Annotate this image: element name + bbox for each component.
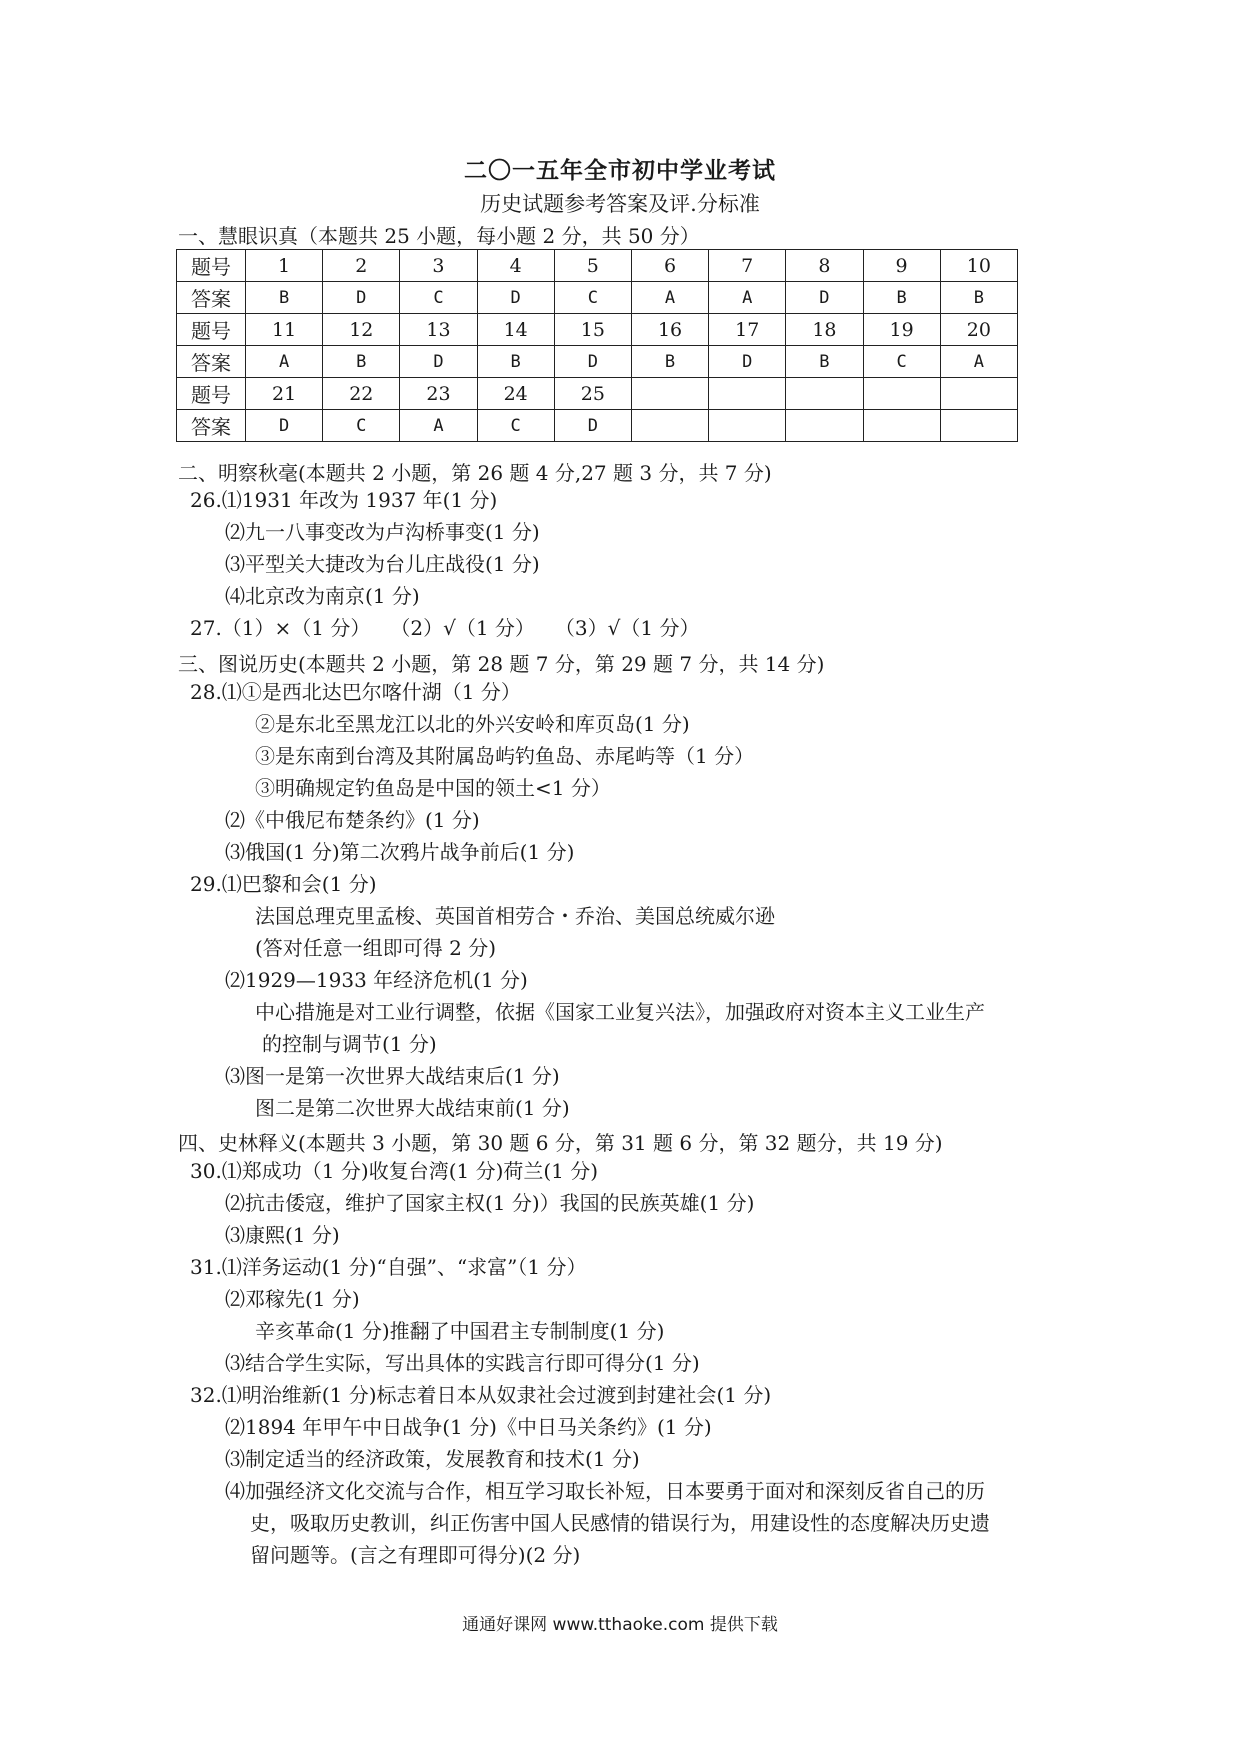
- answer-cell: D: [246, 410, 323, 442]
- row-label: 答案: [177, 282, 246, 314]
- row-label: 题号: [177, 250, 246, 282]
- answer-line: 图二是第二次世界大战结束前(1 分): [255, 1096, 570, 1120]
- answer-line: 史，吸取历史教训，纠正伤害中国人民感情的错误行为，用建设性的态度解决历史遗: [250, 1511, 990, 1535]
- answer-cell: B: [631, 346, 708, 378]
- answer-cell: B: [477, 346, 554, 378]
- answer-cell: B: [940, 282, 1017, 314]
- answer-cell: D: [400, 346, 477, 378]
- answer-cell: D: [477, 282, 554, 314]
- answer-table: [176, 249, 1018, 442]
- question-number: 22: [323, 378, 400, 410]
- answer-line: 法国总理克里孟梭、英国首相劳合・乔治、美国总统威尔逊: [255, 904, 775, 928]
- question-number: 5: [554, 250, 631, 282]
- answer-cell: [863, 410, 940, 442]
- answer-cell: D: [554, 346, 631, 378]
- question-number: 20: [940, 314, 1017, 346]
- question-number: 4: [477, 250, 554, 282]
- question-number: 14: [477, 314, 554, 346]
- question-number: 11: [246, 314, 323, 346]
- answer-line: 的控制与调节(1 分): [262, 1032, 437, 1056]
- answer-line: ⑵1894 年甲午中日战争(1 分)《中日马关条约》(1 分): [225, 1415, 712, 1439]
- answer-cell: A: [940, 346, 1017, 378]
- question-number: [786, 378, 863, 410]
- question-number: 12: [323, 314, 400, 346]
- question-number: 18: [786, 314, 863, 346]
- answer-cell: C: [554, 282, 631, 314]
- answer-line: ⑶制定适当的经济政策，发展教育和技术(1 分): [225, 1447, 640, 1471]
- table-row: [177, 314, 1018, 346]
- answer-cell: B: [323, 346, 400, 378]
- answer-line: 中心措施是对工业行调整，依据《国家工业复兴法》，加强政府对资本主义工业生产: [255, 1000, 985, 1024]
- answer-line: 30.⑴郑成功（1 分)收复台湾(1 分)荷兰(1 分): [190, 1159, 599, 1183]
- answer-cell: D: [323, 282, 400, 314]
- question-number: 10: [940, 250, 1017, 282]
- answer-cell: D: [554, 410, 631, 442]
- answer-cell: C: [477, 410, 554, 442]
- table-row: [177, 346, 1018, 378]
- answer-line: ⑷加强经济文化交流与合作，相互学习取长补短，日本要勇于面对和深刻反省自己的历: [225, 1479, 985, 1503]
- answer-cell: B: [863, 282, 940, 314]
- question-number: 6: [631, 250, 708, 282]
- section-3-heading: 三、图说历史(本题共 2 小题，第 28 题 7 分，第 29 题 7 分，共 14 分): [178, 652, 825, 676]
- answer-cell: C: [323, 410, 400, 442]
- row-label: 答案: [177, 346, 246, 378]
- answer-line: 辛亥革命(1 分)推翻了中国君主专制制度(1 分): [255, 1319, 665, 1343]
- answer-cell: A: [246, 346, 323, 378]
- page-title: 二〇一五年全市初中学业考试: [464, 157, 776, 184]
- answer-line: ②是东北至黑龙江以北的外兴安岭和库页岛(1 分): [255, 712, 690, 736]
- question-number: 7: [709, 250, 786, 282]
- question-number: 8: [786, 250, 863, 282]
- answer-line: ⑵《中俄尼布楚条约》(1 分): [225, 808, 480, 832]
- answer-line: 留问题等。(言之有理即可得分)(2 分): [250, 1543, 581, 1567]
- question-number: 23: [400, 378, 477, 410]
- answer-cell: A: [631, 282, 708, 314]
- answer-line: ⑵邓稼先(1 分): [225, 1287, 360, 1311]
- row-label: 题号: [177, 378, 246, 410]
- answer-line: 28.⑴①是西北达巴尔喀什湖（1 分）: [190, 680, 521, 704]
- answer-line: 31.⑴洋务运动(1 分)“自强”、“求富”（1 分）: [190, 1255, 587, 1279]
- section-4-heading: 四、史林释义(本题共 3 小题，第 30 题 6 分，第 31 题 6 分，第 32 题分，共 19 分): [178, 1131, 943, 1155]
- answer-line: (答对任意一组即可得 2 分): [255, 936, 497, 960]
- answer-line: ⑶结合学生实际，写出具体的实践言行即可得分(1 分): [225, 1351, 700, 1375]
- answer-line: ⑶俄国(1 分)第二次鸦片战争前后(1 分): [225, 840, 575, 864]
- table-row: [177, 250, 1018, 282]
- answer-cell: D: [786, 282, 863, 314]
- answer-cell: A: [709, 282, 786, 314]
- row-label: 答案: [177, 410, 246, 442]
- answer-cell: [709, 410, 786, 442]
- answer-line: ⑷北京改为南京(1 分): [225, 584, 420, 608]
- answer-line: ⑵1929—1933 年经济危机(1 分): [225, 968, 528, 992]
- question-number: 25: [554, 378, 631, 410]
- question-number: 15: [554, 314, 631, 346]
- answer-line: ③是东南到台湾及其附属岛屿钓鱼岛、赤尾屿等（1 分）: [255, 744, 755, 768]
- question-number: 9: [863, 250, 940, 282]
- page-subtitle: 历史试题参考答案及评.分标准: [480, 192, 760, 216]
- question-number: 17: [709, 314, 786, 346]
- answer-line: ⑶康熙(1 分): [225, 1223, 340, 1247]
- answer-line: 26.⑴1931 年改为 1937 年(1 分): [190, 488, 498, 512]
- footer-source-note: 通通好课网 www.tthaoke.com 提供下载: [462, 1615, 778, 1635]
- answer-line: ③明确规定钓鱼岛是中国的领土<1 分）: [255, 776, 611, 800]
- answer-cell: D: [709, 346, 786, 378]
- question-number: 13: [400, 314, 477, 346]
- question-number: 1: [246, 250, 323, 282]
- section-2-heading: 二、明察秋毫(本题共 2 小题，第 26 题 4 分,27 题 3 分，共 7 分): [178, 461, 772, 485]
- answer-line: ⑵九一八事变改为卢沟桥事变(1 分): [225, 520, 540, 544]
- question-number: 21: [246, 378, 323, 410]
- question-number: 24: [477, 378, 554, 410]
- table-row: [177, 378, 1018, 410]
- question-number: 16: [631, 314, 708, 346]
- question-number: [631, 378, 708, 410]
- answer-line: ⑶图一是第一次世界大战结束后(1 分): [225, 1064, 560, 1088]
- row-label: 题号: [177, 314, 246, 346]
- question-number: [863, 378, 940, 410]
- question-number: [709, 378, 786, 410]
- answer-cell: [940, 410, 1017, 442]
- answer-line: 29.⑴巴黎和会(1 分): [190, 872, 377, 896]
- answer-line: ⑵抗击倭寇，维护了国家主权(1 分)）我国的民族英雄(1 分): [225, 1191, 755, 1215]
- answer-cell: [631, 410, 708, 442]
- question-number: [940, 378, 1017, 410]
- answer-line: 27.（1）×（1 分） （2）√（1 分） （3）√（1 分）: [190, 616, 700, 640]
- question-number: 2: [323, 250, 400, 282]
- answer-cell: [786, 410, 863, 442]
- answer-cell: A: [400, 410, 477, 442]
- answer-line: 32.⑴明治维新(1 分)标志着日本从奴隶社会过渡到封建社会(1 分): [190, 1383, 772, 1407]
- table-row: [177, 410, 1018, 442]
- answer-line: ⑶平型关大捷改为台儿庄战役(1 分): [225, 552, 540, 576]
- question-number: 19: [863, 314, 940, 346]
- table-row: [177, 282, 1018, 314]
- answer-cell: C: [400, 282, 477, 314]
- answer-cell: B: [786, 346, 863, 378]
- section-1-heading: 一、慧眼识真（本题共 25 小题，每小题 2 分，共 50 分）: [178, 224, 700, 248]
- answer-cell: C: [863, 346, 940, 378]
- answer-cell: B: [246, 282, 323, 314]
- question-number: 3: [400, 250, 477, 282]
